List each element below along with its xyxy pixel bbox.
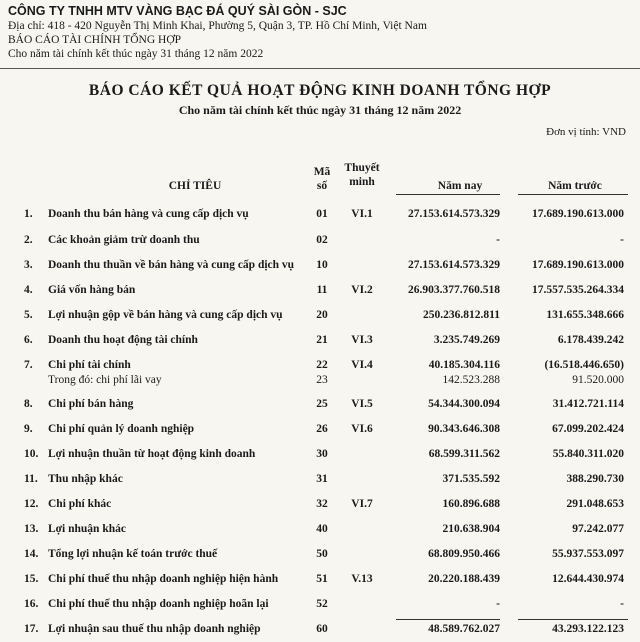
row-code: 26 xyxy=(316,423,328,435)
col-header-current-year: Năm nay xyxy=(437,180,483,192)
row-index: 2. xyxy=(24,234,33,246)
row-label: Lợi nhuận thuần từ hoạt động kinh doanh xyxy=(48,448,256,460)
row-code: 02 xyxy=(316,234,328,246)
row-note: VI.3 xyxy=(351,334,373,346)
col-header-note-1: Thuyết xyxy=(344,162,380,174)
row-label: Doanh thu thuần về bán hàng và cung cấp dịch vụ xyxy=(48,259,295,271)
document-header xyxy=(8,4,632,61)
row-prior-year: 17.689.190.613.000 xyxy=(532,208,624,220)
row-index: 13. xyxy=(24,523,39,535)
row-code: 20 xyxy=(316,309,328,321)
row-current-year: 48.589.762.027 xyxy=(428,623,500,635)
report-period: Cho năm tài chính kết thúc ngày 31 tháng 12 năm 2022 xyxy=(8,48,264,60)
col-header-note-2: minh xyxy=(349,176,375,188)
col-underline-current xyxy=(396,194,500,195)
row-current-year: 27.153.614.573.329 xyxy=(408,259,500,271)
row-current-year: - xyxy=(496,598,500,610)
row-index: 7. xyxy=(24,359,33,371)
row-prior-year: 55.937.553.097 xyxy=(552,548,624,560)
row-index: 15. xyxy=(24,573,39,585)
row-current-year: 90.343.646.308 xyxy=(428,423,500,435)
row-note: VI.7 xyxy=(351,498,373,510)
row-prior-year: - xyxy=(620,598,624,610)
row-label: Chi phí bán hàng xyxy=(48,398,134,410)
row-current-year: 68.809.950.466 xyxy=(428,548,500,560)
row-prior-year: 131.655.348.666 xyxy=(546,309,624,321)
row-current-year: 210.638.904 xyxy=(442,523,500,535)
table-row xyxy=(0,598,640,614)
row-label: Chi phí thuế thu nhập doanh nghiệp hoãn lại xyxy=(48,598,269,610)
row-label: Các khoản giảm trừ doanh thu xyxy=(48,234,200,246)
row-current-year: 40.185.304.116 xyxy=(428,359,500,371)
row-index: 8. xyxy=(24,398,33,410)
row-index: 10. xyxy=(24,448,39,460)
table-row xyxy=(0,359,640,375)
row-prior-year: 17.689.190.613.000 xyxy=(532,259,624,271)
company-name: CÔNG TY TNHH MTV VÀNG BẠC ĐÁ QUÝ SÀI GÒN - SJC xyxy=(8,4,347,18)
unit-label: Đơn vị tính: VND xyxy=(546,126,626,138)
row-code: 50 xyxy=(316,548,328,560)
row-index: 1. xyxy=(24,208,33,220)
company-address: Địa chỉ: 418 - 420 Nguyễn Thị Minh Khai, Phường 5, Quận 3, TP. Hồ Chí Minh, Việt Nam xyxy=(8,20,427,32)
row-current-year: 160.896.688 xyxy=(442,498,500,510)
row-prior-year: 291.048.653 xyxy=(566,498,624,510)
page-subtitle: Cho năm tài chính kết thúc ngày 31 tháng 12 năm 2022 xyxy=(178,103,462,117)
row-current-year: 27.153.614.573.329 xyxy=(408,208,500,220)
row-code: 25 xyxy=(316,398,328,410)
row-current-year: 20.220.188.439 xyxy=(428,573,500,585)
row-current-year: 26.903.377.760.518 xyxy=(408,284,500,296)
row-label: Giá vốn hàng bán xyxy=(48,284,136,296)
row-note: V.13 xyxy=(351,573,373,585)
table-row xyxy=(0,398,640,414)
report-name: BÁO CÁO TÀI CHÍNH TỔNG HỢP xyxy=(8,34,182,46)
row-prior-year: 97.242.077 xyxy=(572,523,624,535)
row-current-year: 250.236.812.811 xyxy=(423,309,500,321)
col-header-prior-year: Năm trước xyxy=(548,180,602,192)
row-code: 60 xyxy=(316,623,328,635)
table-row xyxy=(0,208,640,224)
table-row xyxy=(0,623,640,639)
row-prior-year: (16.518.446.650) xyxy=(544,359,624,371)
col-header-code-2: số xyxy=(316,180,328,192)
row-index: 5. xyxy=(24,309,33,321)
row-current-year: - xyxy=(496,234,500,246)
row-index: 6. xyxy=(24,334,33,346)
row-label: Doanh thu hoạt động tài chính xyxy=(48,334,198,346)
row-label: Lợi nhuận khác xyxy=(48,523,126,535)
table-row xyxy=(0,374,640,390)
table-row xyxy=(0,498,640,514)
row-prior-year: 31.412.721.114 xyxy=(552,398,624,410)
row-current-year: 371.535.592 xyxy=(442,473,500,485)
row-index: 14. xyxy=(24,548,39,560)
row-label: Tổng lợi nhuận kế toán trước thuế xyxy=(48,548,218,560)
row-code: 21 xyxy=(316,334,328,346)
row-code: 30 xyxy=(316,448,328,460)
total-line-current xyxy=(396,619,500,620)
total-line-prior xyxy=(518,619,628,620)
row-label: Lợi nhuận gộp về bán hàng và cung cấp dịch vụ xyxy=(48,309,283,321)
table-row xyxy=(0,448,640,464)
row-code: 51 xyxy=(316,573,328,585)
table-row xyxy=(0,334,640,350)
row-code: 10 xyxy=(316,259,328,271)
col-header-indicator: CHỈ TIÊU xyxy=(168,180,222,192)
row-index: 11. xyxy=(24,473,38,485)
row-prior-year: 6.178.439.242 xyxy=(557,334,624,346)
row-index: 16. xyxy=(24,598,39,610)
header-rule xyxy=(0,68,640,69)
row-index: 12. xyxy=(24,498,39,510)
row-label: Chi phí thuế thu nhập doanh nghiệp hiện hành xyxy=(48,573,279,585)
row-label: Thu nhập khác xyxy=(48,473,123,485)
row-note: VI.4 xyxy=(351,359,373,371)
table-row xyxy=(0,573,640,589)
row-code: 23 xyxy=(316,374,328,386)
row-index: 4. xyxy=(24,284,33,296)
row-prior-year: 67.099.202.424 xyxy=(552,423,624,435)
row-current-year: 68.599.311.562 xyxy=(428,448,500,460)
table-row xyxy=(0,234,640,250)
row-code: 01 xyxy=(316,208,328,220)
table-row xyxy=(0,523,640,539)
row-current-year: 54.344.300.094 xyxy=(428,398,500,410)
row-prior-year: 55.840.311.020 xyxy=(552,448,624,460)
row-label: Lợi nhuận sau thuế thu nhập doanh nghiệp xyxy=(48,623,261,635)
row-prior-year: 91.520.000 xyxy=(572,374,624,386)
row-label: Doanh thu bán hàng và cung cấp dịch vụ xyxy=(48,208,249,220)
col-underline-prior xyxy=(518,194,628,195)
row-note: VI.2 xyxy=(351,284,373,296)
row-code: 31 xyxy=(316,473,328,485)
row-prior-year: 17.557.535.264.334 xyxy=(532,284,624,296)
row-index: 3. xyxy=(24,259,33,271)
page-title: BÁO CÁO KẾT QUẢ HOẠT ĐỘNG KINH DOANH TỔNG HỢP xyxy=(88,82,552,99)
row-label: Chi phí khác xyxy=(48,498,112,510)
row-code: 22 xyxy=(316,359,328,371)
row-current-year: 3.235.749.269 xyxy=(433,334,500,346)
row-code: 40 xyxy=(316,523,328,535)
row-code: 32 xyxy=(316,498,328,510)
table-row xyxy=(0,284,640,300)
table-row xyxy=(0,548,640,564)
table-row xyxy=(0,423,640,439)
row-label: Chi phí quản lý doanh nghiệp xyxy=(48,423,195,435)
table-row xyxy=(0,259,640,275)
row-index: 17. xyxy=(24,623,39,635)
row-index: 9. xyxy=(24,423,33,435)
row-prior-year: 388.290.730 xyxy=(566,473,624,485)
row-note: VI.6 xyxy=(351,423,373,435)
row-prior-year: 12.644.430.974 xyxy=(552,573,624,585)
row-prior-year: - xyxy=(620,234,624,246)
row-label: Trong đó: chi phí lãi vay xyxy=(48,374,162,386)
row-prior-year: 43.293.122.123 xyxy=(552,623,624,635)
col-header-code-1: Mã xyxy=(313,166,331,178)
row-note: VI.1 xyxy=(351,208,373,220)
row-code: 11 xyxy=(316,284,328,296)
row-label: Chi phí tài chính xyxy=(48,359,131,371)
row-current-year: 142.523.288 xyxy=(442,374,500,386)
table-row xyxy=(0,473,640,489)
row-note: VI.5 xyxy=(351,398,373,410)
table-row xyxy=(0,309,640,325)
row-code: 52 xyxy=(316,598,328,610)
